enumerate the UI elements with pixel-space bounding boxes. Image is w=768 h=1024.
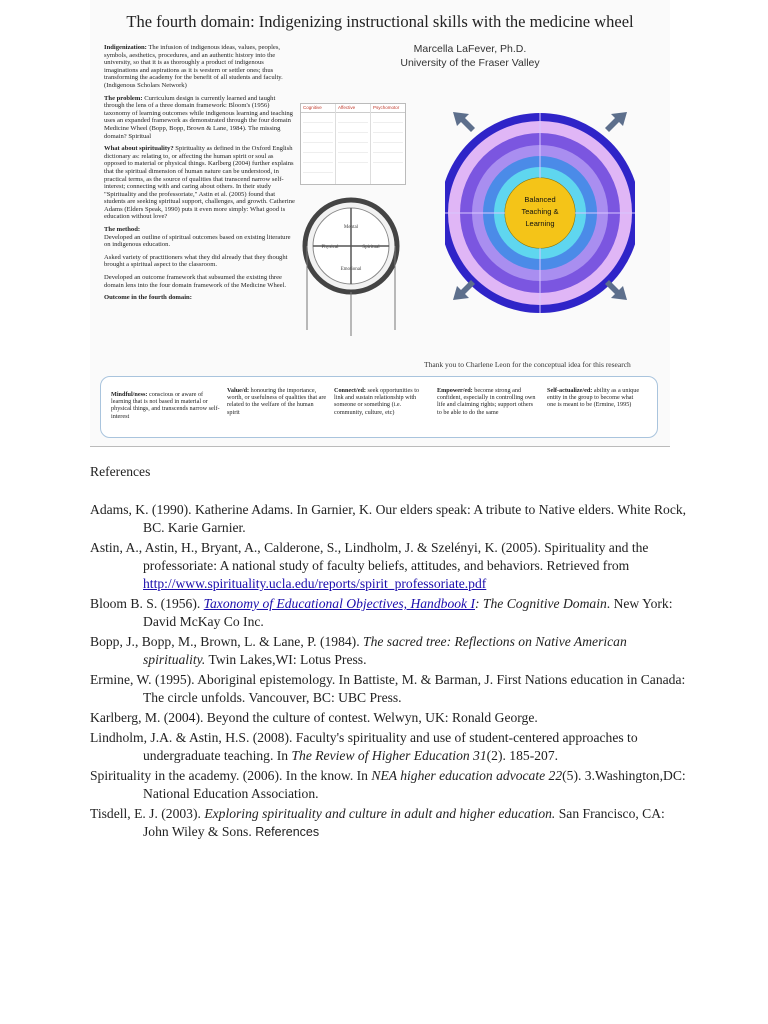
reference-tisdell: Tisdell, E. J. (2003). Exploring spirituality and culture in adult and higher education. San Francisco, CA: John Wiley & Sons. References [90,806,665,839]
reference-astin: Astin, A., Astin, H., Bryant, A., Calderone, S., Lindholm, J. & Szelényi, K. (2005). Spirituality and the professoriate: A national study of faculty beliefs, attitudes, and behaviors. Retrieved from http://www.spirituality.ucla.edu/reports/spirit_professoriate.pdf [90,540,649,591]
references-heading: References [90,464,151,479]
thanks-note: Thank you to Charlene Leon for the conceptual idea for this research [424,360,631,369]
bloom-taxonomy-link[interactable]: Taxonomy of Educational Objectives, Handbook I [203,596,475,611]
author-affiliation: University of the Fraser Valley [400,57,540,69]
arrow-icon [453,112,475,132]
outcome-empower: Empower/ed: become strong and confident, especially in controlling own life and claiming rights; support others to be able to do the same [437,387,536,416]
method-2: Asked variety of practitioners what they did already that they thought brought a spiritual aspect to the classroom. [104,253,288,269]
method-3: Developed an outcome framework that subsumed the existing three domain lens into the four domain framework of the Medicine Wheel. [104,274,287,289]
outcome-mindfulness: Mindful/ness: conscious or aware of learning that is not based in material or physical things, and transcends narrow self-interest [111,391,220,420]
poster [90,0,670,447]
table-header: Cognitive [301,104,335,113]
poster-title: The fourth domain: Indigenizing instructional skills with the medicine wheel [126,12,634,31]
method-1: Developed an outline of spiritual outcomes based on existing literature on indigenous education. [104,233,291,249]
astin-report-link[interactable]: http://www.spirituality.ucla.edu/reports/spirit_professoriate.pdf [143,576,487,591]
outcome-self-actualize: Self-actualize/ed: ability as a unique entity in the group to become what one is meant to be (Ermine, 1995) [547,387,640,409]
wheel-center-line1: Balanced [524,195,556,204]
outcomes-box [100,376,658,438]
method-heading: The method: [104,226,141,234]
sketch-label-spiritual: Spiritual [362,245,380,250]
poster-left-text [104,44,296,307]
outcome-connect: Connect/ed: seek opportunities to link and sustain relationship with someone or something (i.e. community, culture, etc) [334,387,420,416]
spirituality-paragraph: What about spirituality? Spirituality as defined in the Oxford English dictionary as: relating to, or affecting the human spirit or soul as opposed to material or physical things. Karlberg (2004) further explains that the spiritual dimension of human nature can be understood, in practical terms, as the source of qualities that transcend narrow self-interest; connecting with and caring about others. In their study "Spirituality and the professoriate," Astin et al. (2005) found that students are seeking spiritual support, challenges, and growth. Catherine Adams (Elders Speak, 1990) puts it even more simply: What good is education without love? [104,145,295,221]
arrow-icon [605,112,627,132]
references-section [90,463,690,843]
outcome-heading: Outcome in the fourth domain: [104,294,192,302]
reference-bloom: Bloom B. S. (1956). Taxonomy of Educational Objectives, Handbook I: The Cognitive Domain. New York: David McKay Co Inc. [90,596,673,629]
table-header: Affective [336,104,370,113]
table-col-psychomotor [371,104,405,184]
problem-paragraph: The problem: Curriculum design is currently learned and taught through the lens of a three domain framework: Bloom's (1956) taxonomy of learning outcomes while indigenous learning and teaching uses an expanded framework as demonstrated through the four domain Medicine Wheel (Bopp, Bopp, Brown & Lane, 1984). The missing domain? Spiritual [104,94,293,140]
reference-bopp: Bopp, J., Bopp, M., Brown, L. & Lane, P. (1984). The sacred tree: Reflections on Native American spirituality. Twin Lakes,WI: Lotus Press. [90,634,627,667]
indigenization-paragraph: Indigenization: The infusion of indigenous ideas, values, peoples, symbols, aesthetics, procedures, and an authentic history into the university, so that it is as thoroughly a product of indigenous imaginations and aspirations as it is western or settler ones; thus transforming the academy for the benefit of all students and faculty. (Indigenous Scholars Network) [104,44,283,89]
medicine-wheel-sketch [295,190,407,340]
reference-nea: Spirituality in the academy. (2006). In the know. In NEA higher education advocate 22(5). 3.Washington,DC: National Education Association. [90,768,686,801]
table-col-affective [336,104,371,184]
outcome-wheel [445,100,635,320]
table-col-cognitive [301,104,336,184]
reference-karlberg: Karlberg, M. (2004). Beyond the culture of contest. Welwyn, UK: Ronald George. [90,710,538,725]
wheel-center-line3: Learning [525,219,555,228]
wheel-center-line2: Teaching & [521,207,559,216]
domain-table [300,103,406,185]
sketch-label-mental: Mental [343,225,359,230]
sketch-label-physical: Physical [321,245,339,250]
arrow-icon [605,280,627,300]
sketch-label-emotional: Emotional [340,267,362,272]
arrow-icon [453,280,475,300]
reference-adams: Adams, K. (1990). Katherine Adams. In Garnier, K. Our elders speak: A tribute to Native elders. White Rock, BC. Karie Garnier. [90,502,687,535]
outcome-value: Value/d: honouring the importance, worth, or usefulness of qualities that are related to the welfare of the human spirit [227,387,327,416]
reference-lindholm: Lindholm, J.A. & Astin, H.S. (2008). Faculty's spirituality and use of student-centered approaches to undergraduate teaching. In The Review of Higher Education 31(2). 185-207. [90,730,638,763]
author-name: Marcella LaFever, Ph.D. [413,43,527,55]
poster-author-block [390,42,550,70]
table-header: Psychomotor [371,104,405,113]
reference-ermine: Ermine, W. (1995). Aboriginal epistemology. In Battiste, M. & Barman, J. First Nations education in Canada: The circle unfolds. Vancouver, BC: UBC Press. [90,672,686,705]
